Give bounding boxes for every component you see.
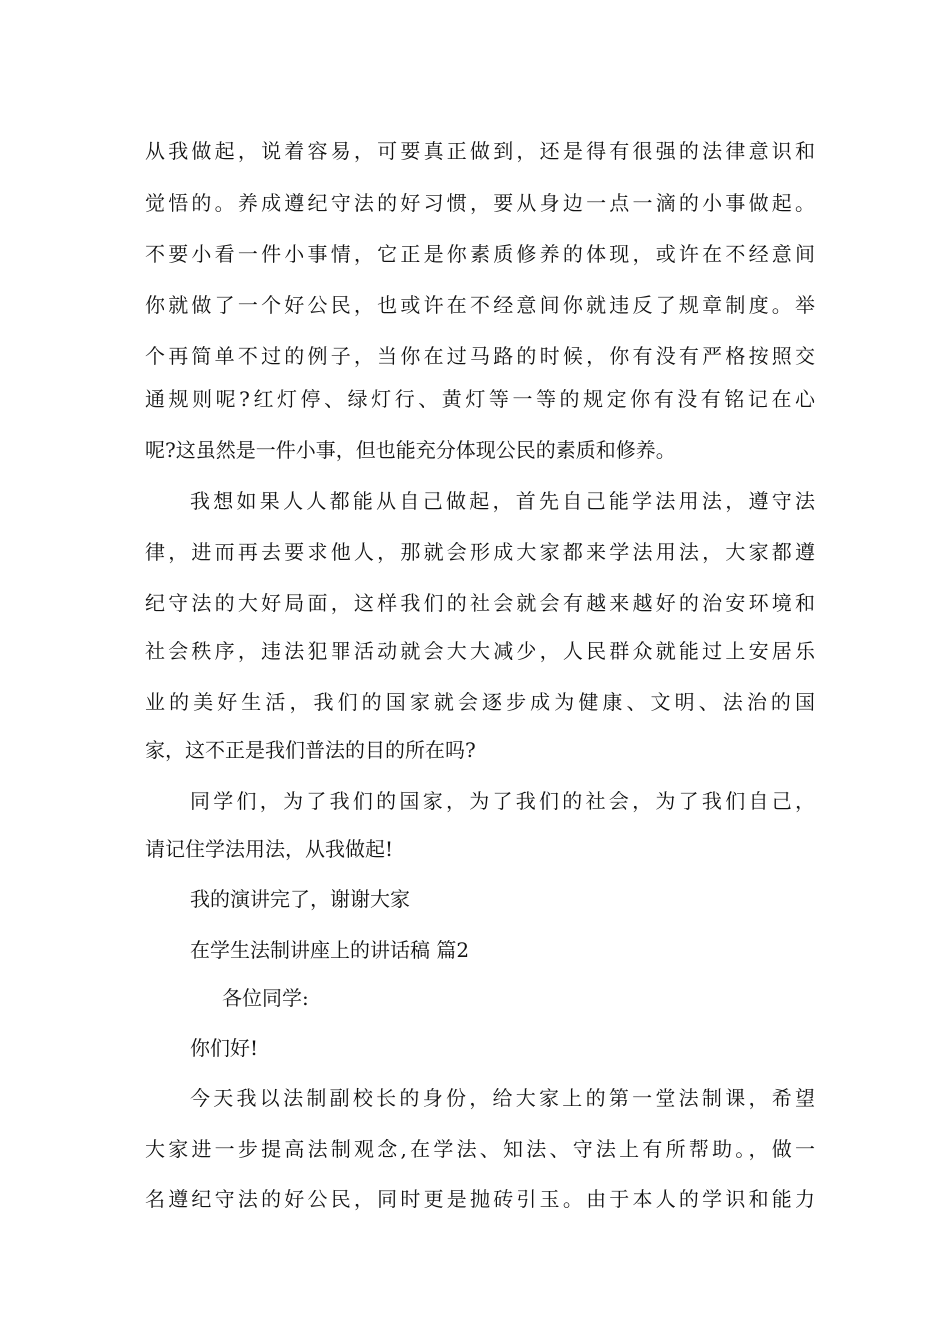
paragraph-2-line-2: 律，进而再去要求他人，那就会形成大家都来学法用法，大家都遵	[145, 540, 815, 564]
paragraph-1-line-7: 呢?这虽然是一件小事，但也能充分体现公民的素质和修养。	[145, 438, 676, 462]
paragraph-3-line-2: 请记住学法用法，从我做起!	[145, 837, 394, 861]
paragraph-2-line-1: 我想如果人人都能从自己做起，首先自己能学法用法，遵守法	[190, 489, 815, 513]
paragraph-2-line-3: 纪守法的大好局面，这样我们的社会就会有越来越好的治安环境和	[145, 591, 815, 615]
paragraph-2-line-4: 社会秩序，违法犯罪活动就会大大减少，人民群众就能过上安居乐	[145, 639, 815, 663]
paragraph-1-line-5: 个再简单不过的例子，当你在过马路的时候，你有没有严格按照交	[145, 344, 815, 368]
greeting: 你们好!	[190, 1036, 259, 1060]
section-title: 在学生法制讲座上的讲话稿 篇2	[190, 938, 470, 962]
paragraph-1-line-3: 不要小看一件小事情，它正是你素质修养的体现，或许在不经意间	[145, 242, 815, 266]
paragraph-2-line-5: 业的美好生活，我们的国家就会逐步成为健康、文明、法治的国	[145, 690, 815, 714]
paragraph-3-line-1: 同学们，为了我们的国家，为了我们的社会，为了我们自己，	[190, 789, 815, 813]
paragraph-1-line-1: 从我做起，说着容易，可要真正做到，还是得有很强的法律意识和	[145, 139, 815, 163]
paragraph-4-line-1: 今天我以法制副校长的身份，给大家上的第一堂法制课，希望	[190, 1086, 815, 1110]
closing-line: 我的演讲完了，谢谢大家	[190, 887, 410, 911]
paragraph-4-line-2: 大家进一步提高法制观念,在学法、知法、守法上有所帮助。，做一	[145, 1137, 815, 1161]
paragraph-1-line-4: 你就做了一个好公民，也或许在不经意间你就违反了规章制度。举	[145, 293, 815, 317]
paragraph-1-line-6: 通规则呢?红灯停、绿灯行、黄灯等一等的规定你有没有铭记在心	[145, 387, 815, 411]
salutation: 各位同学:	[222, 986, 309, 1010]
paragraph-4-line-3: 名遵纪守法的好公民，同时更是抛砖引玉。由于本人的学识和能力	[145, 1187, 815, 1211]
paragraph-2-line-6: 家，这不正是我们普法的目的所在吗?	[145, 738, 476, 762]
paragraph-1-line-2: 觉悟的。养成遵纪守法的好习惯，要从身边一点一滴的小事做起。	[145, 191, 815, 215]
